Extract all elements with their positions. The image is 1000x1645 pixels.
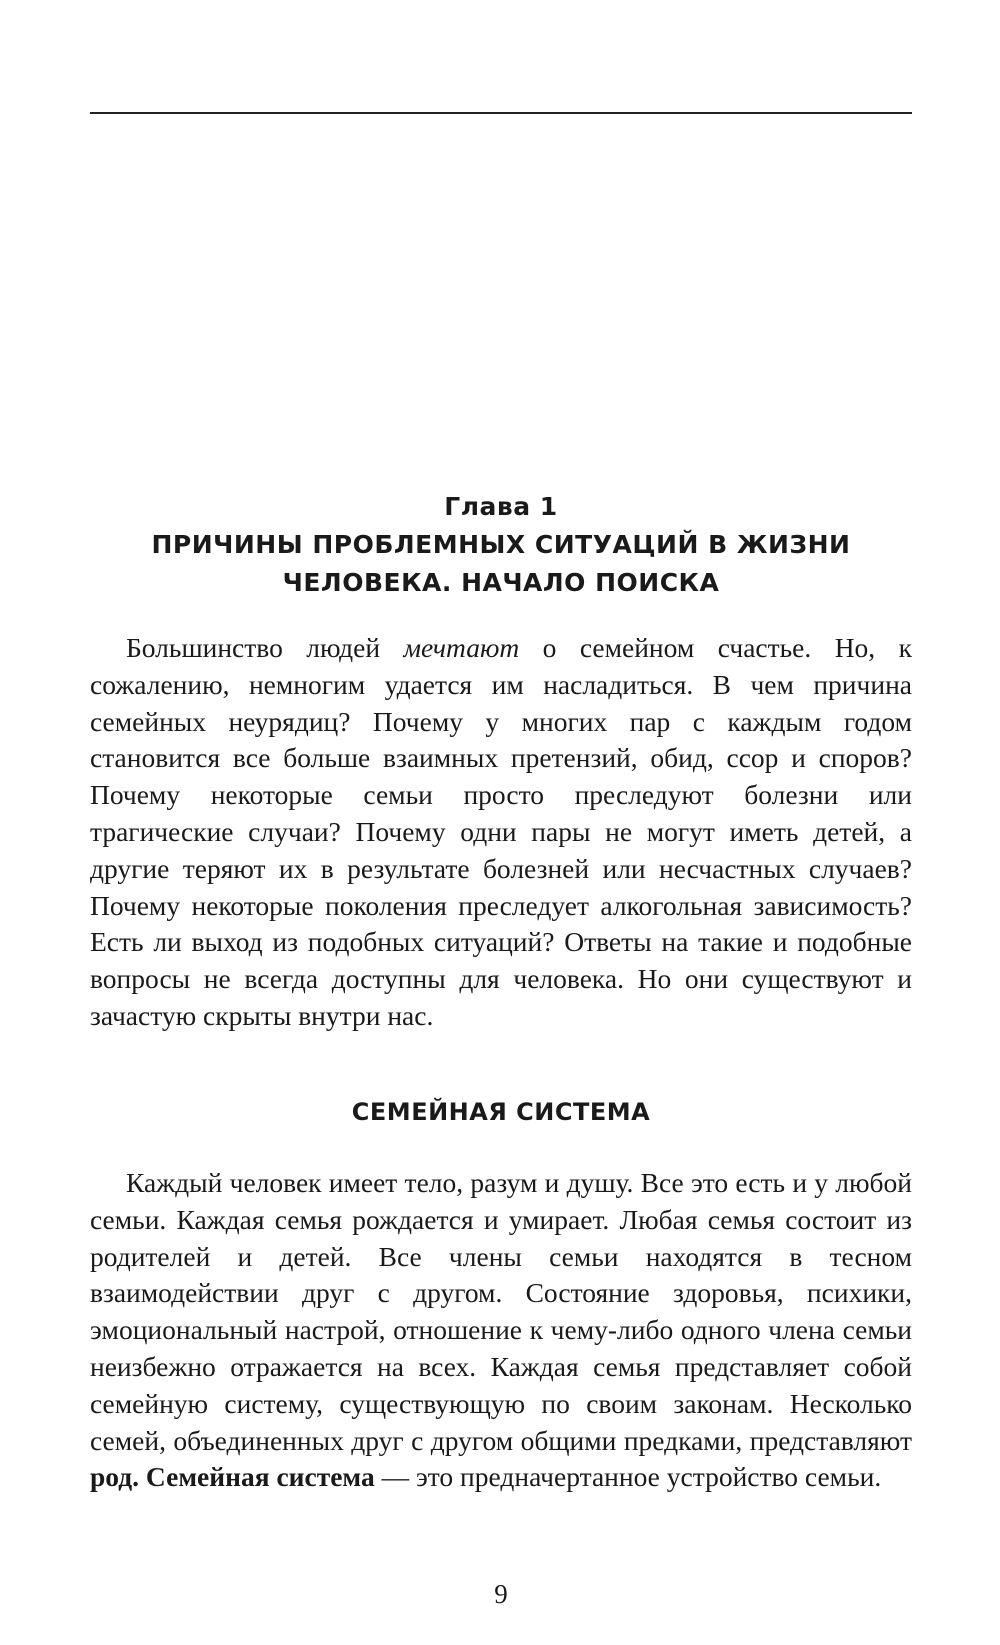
term-rod: род. <box>90 1461 140 1493</box>
paragraph-family-system <box>90 1165 912 1496</box>
term-family-system: Семейная система <box>145 1461 375 1493</box>
paragraph-intro-rest: о семейном счастье. Но, к сожалению, немногим удается им насладиться. В чем причина семейных неурядиц? Почему у многих пар с каждым годом становится все больше взаимных претензий, обид, ссор и споров? Почему некоторые семьи просто преследуют болезни или трагические случаи? Почему одни пары не могут иметь детей, а другие теряют их в результате болезней или несчастных случаев? Почему некоторые поколения преследует алкогольная зависимость? Есть ли выход из подобных ситуаций? Ответы на такие и подобные вопросы не всегда доступны для человека. Но они существуют и зачастую скрыты внутри нас. <box>90 632 912 1031</box>
top-rule-divider <box>90 112 912 114</box>
paragraph-family-start: Каждый человек имеет тело, разум и душу. Все это есть и у любой семьи. Каждая семья рождается и умирает. Любая семья состоит из родителей и детей. Все члены семьи находятся в тесном взаимодействии друг с другом. Состояние здоровья, психики, эмоциональный настрой, отношение к чему-либо одного члена семьи неизбежно отражается на всех. Каждая семья представляет собой семейную систему, существующую по своим законам. Несколько семей, объединенных друг с другом общими предками, представляют <box>90 1167 912 1456</box>
paragraph-intro <box>90 630 912 1035</box>
chapter-title-line-2: ЧЕЛОВЕКА. НАЧАЛО ПОИСКА <box>282 568 720 597</box>
chapter-title-line-1: ПРИЧИНЫ ПРОБЛЕМНЫХ СИТУАЦИЙ В ЖИЗНИ <box>151 530 851 559</box>
chapter-heading <box>90 488 912 602</box>
page-number: 9 <box>494 1579 508 1609</box>
section-heading: СЕМЕЙНАЯ СИСТЕМА <box>351 1098 651 1126</box>
chapter-label: Глава 1 <box>444 492 558 521</box>
paragraph-family-end: — это предначертанное устройство семьи. <box>374 1461 882 1493</box>
paragraph-intro-italic: мечтают <box>403 632 520 663</box>
paragraph-family-space <box>139 1461 146 1492</box>
paragraph-intro-start: Большинство людей <box>126 632 404 663</box>
